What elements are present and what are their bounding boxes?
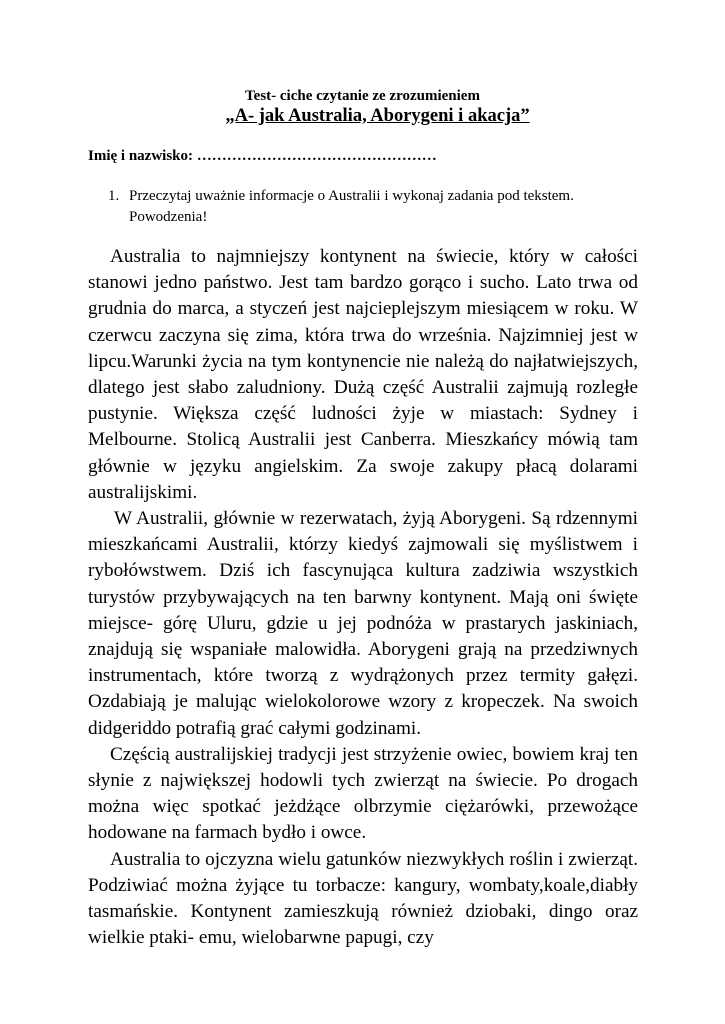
paragraph: Częścią australijskiej tradycji jest strzyżenie owiec, bowiem kraj ten słynie z największej hodowli tych zwierząt na świecie. Po drogach można więc spotkać jeżdżące olbrzymie ciężarówki, przewożące hodowane na farmach bydło i owce. <box>88 743 638 844</box>
task-instruction <box>108 186 648 228</box>
task-text: Przeczytaj uważnie informacje o Australii i wykonaj zadania pod tekstem. Powodzenia! <box>129 188 574 225</box>
test-title: Test- ciche czytanie ze zrozumieniem <box>245 88 480 104</box>
task-number: 1. <box>108 188 120 204</box>
main-title: „A- jak Australia, Aborygeni i akacja” <box>225 106 530 126</box>
reading-text <box>88 244 638 951</box>
paragraph: Australia to ojczyzna wielu gatunków niezwykłych roślin i zwierząt. Podziwiać można żyjące tu torbacze: kangury, wombaty,koale,diabły tasmańskie. Kontynent zamieszkują również dziobaki, dingo oraz wielkie ptaki- emu, wielobarwne papugi, czy <box>88 848 638 949</box>
paragraph: Australia to najmniejszy kontynent na świecie, który w całości stanowi jedno państwo. Jest tam bardzo gorąco i sucho. Lato trwa od grudnia do marca, a styczeń jest najcieplejszym miesiącem w roku. W czerwcu zaczyna się zima, która trwa do września. Najzimniej jest w lipcu.Warunki życia na tym kontynencie nie należą do najłatwiejszych, dlatego jest słabo zaludniony. Dużą część Australii zajmują rozległe pustynie. Większa część ludności żyje w miastach: Sydney i Melbourne. Stolicą Australii jest Canberra. Mieszkańcy mówią tam głównie w języku angielskim. Za swoje zakupy płacą dolarami australijskimi. <box>88 246 638 503</box>
name-field-label: Imię i nazwisko: ………………………………………… <box>88 148 437 164</box>
paragraph: W Australii, głównie w rezerwatach, żyją Aborygeni. Są rdzennymi mieszkańcami Australii, którzy kiedyś zajmowali się myślistwem i rybołówstwem. Dziś ich fascynująca kultura zadziwia wszystkich turystów przybywających na ten barwny kontynent. Mają oni święte miejsce- górę Uluru, gdzie u jej podnóża w prastarych jaskiniach, znajdują się wspaniałe malowidła. Aborygeni grają na przedziwnych instrumentach, które tworzą z wydrążonych przez termity gałęzi. Ozdabiają je malując wielokolorowe wzory z kropeczek. Na swoich didgeriddo potrafią grać całymi godzinami. <box>88 508 638 739</box>
